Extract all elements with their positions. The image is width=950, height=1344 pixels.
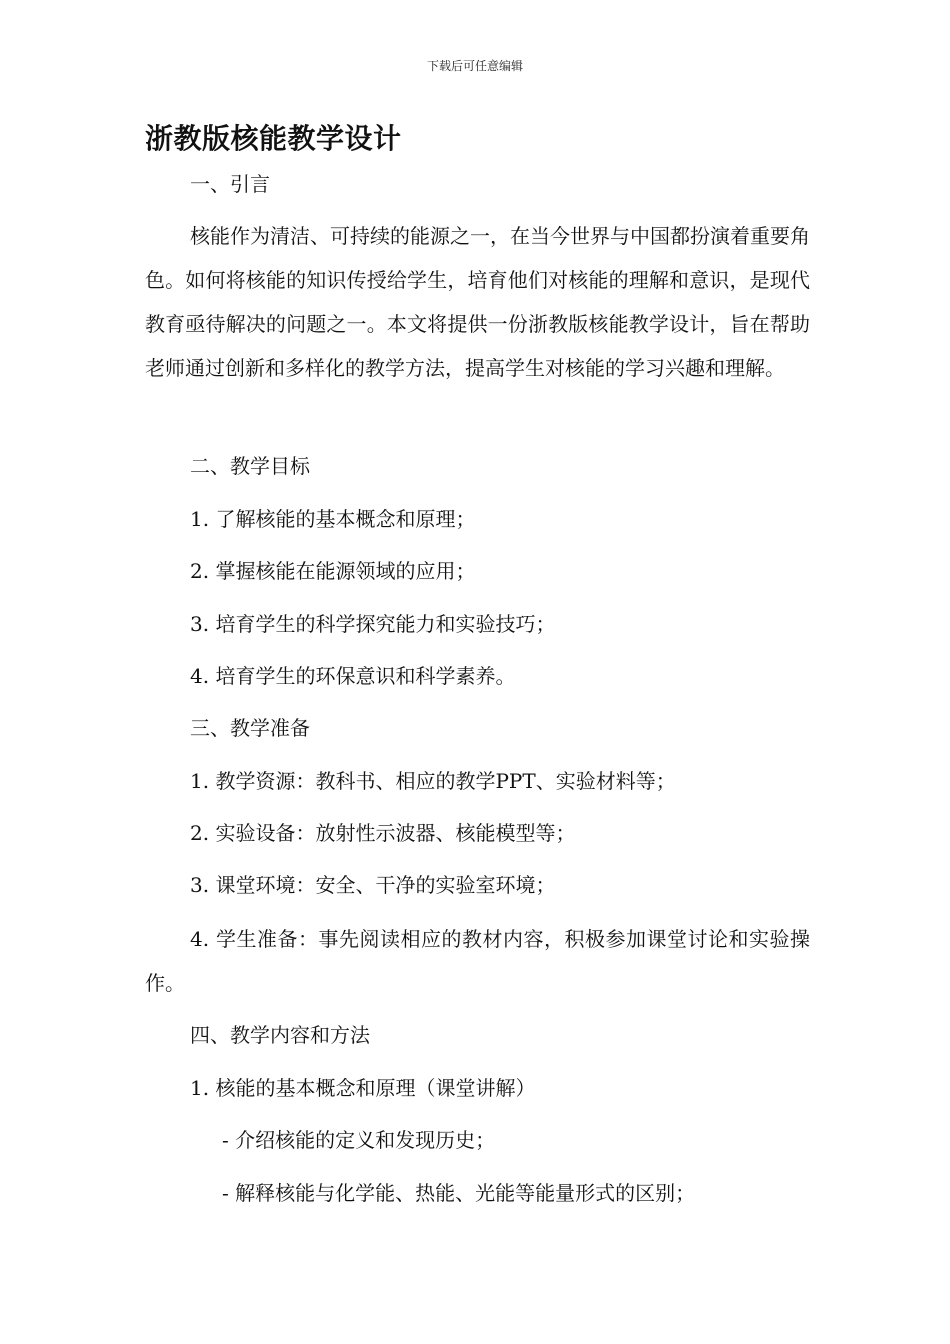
content-subitem: - 解释核能与化学能、热能、光能等能量形式的区别； [222, 1181, 696, 1205]
section-heading-content: 四、教学内容和方法 [190, 1023, 370, 1047]
goal-item: 2. 掌握核能在能源领域的应用； [190, 559, 476, 583]
prep-item: 2. 实验设备：放射性示波器、核能模型等； [190, 821, 576, 845]
header-note: 下载后可任意编辑 [426, 59, 523, 73]
section-heading-goals: 二、教学目标 [190, 454, 310, 478]
section-heading-intro: 一、引言 [190, 172, 270, 196]
document-title: 浙教版核能教学设计 [145, 122, 402, 155]
content-item: 1. 核能的基本概念和原理（课堂讲解） [190, 1076, 536, 1100]
goal-item: 1. 了解核能的基本概念和原理； [190, 507, 476, 531]
goal-item: 3. 培育学生的科学探究能力和实验技巧； [190, 612, 556, 636]
prep-item: 1. 教学资源：教科书、相应的教学PPT、实验材料等； [190, 769, 676, 793]
goal-item: 4. 培育学生的环保意识和科学素养。 [190, 664, 516, 688]
intro-paragraph: 核能作为清洁、可持续的能源之一，在当今世界与中国都扮演着重要角色。如何将核能的知识传授给学生，培育他们对核能的理解和意识，是现代教育亟待解决的问题之一。本文将提供一份浙教版核能教学设计，旨在帮助老师通过创新和多样化的教学方法，提高学生对核能的学习兴趣和理解。 [145, 224, 810, 380]
prep-item-student: 4. 学生准备：事先阅读相应的教材内容，积极参加课堂讨论和实验操作。 [145, 927, 810, 995]
content-subitem: - 介绍核能的定义和发现历史； [222, 1128, 496, 1152]
prep-item: 3. 课堂环境：安全、干净的实验室环境； [190, 873, 556, 897]
section-heading-prep: 三、教学准备 [190, 716, 310, 740]
